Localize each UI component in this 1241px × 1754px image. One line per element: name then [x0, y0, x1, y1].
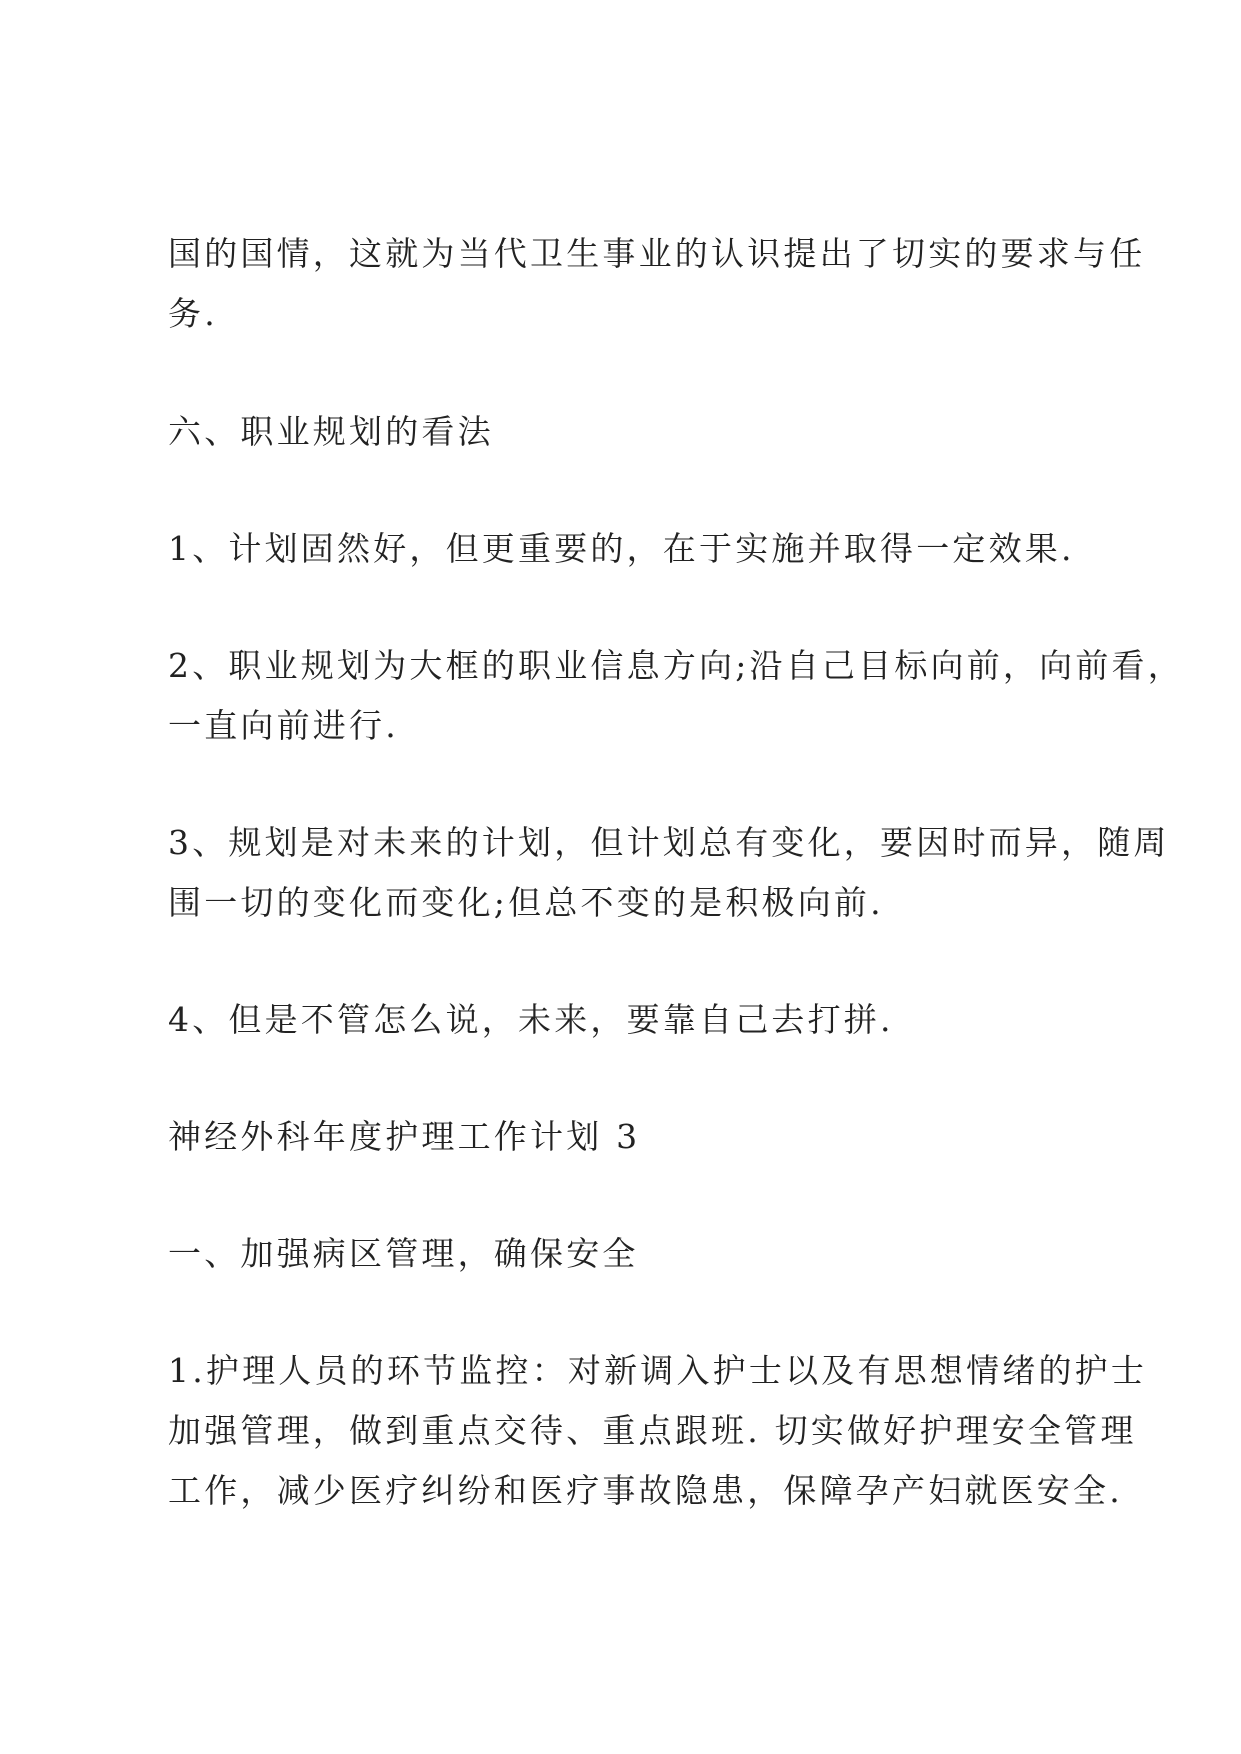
- paragraph-line: 国的国情，这就为当代卫生事业的认识提出了切实的要求与任: [168, 234, 1146, 273]
- document-title: 神经外科年度护理工作计划 3: [168, 1117, 641, 1156]
- list-item: 1、计划固然好，但更重要的，在于实施并取得一定效果.: [168, 529, 1075, 568]
- list-item-continuation: 围一切的变化而变化;但总不变的是积极向前.: [168, 883, 884, 922]
- paragraph-line: 工作，减少医疗纠纷和医疗事故隐患，保障孕产妇就医安全.: [168, 1471, 1123, 1510]
- list-item: 2、职业规划为大框的职业信息方向;沿自己目标向前，向前看，: [168, 646, 1184, 685]
- paragraph-line: 加强管理，做到重点交待、重点跟班. 切实做好护理安全管理: [168, 1411, 1137, 1450]
- paragraph-line: 1.护理人员的环节监控：对新调入护士以及有思想情绪的护士: [168, 1351, 1148, 1390]
- list-item-continuation: 一直向前进行.: [168, 706, 399, 745]
- section-heading: 六、职业规划的看法: [168, 412, 494, 451]
- list-item: 4、但是不管怎么说，未来，要靠自己去打拼.: [168, 1000, 894, 1039]
- paragraph-line: 务.: [168, 294, 218, 333]
- section-heading: 一、加强病区管理，确保安全: [168, 1234, 639, 1273]
- list-item: 3、规划是对未来的计划，但计划总有变化，要因时而异，随周: [168, 823, 1170, 862]
